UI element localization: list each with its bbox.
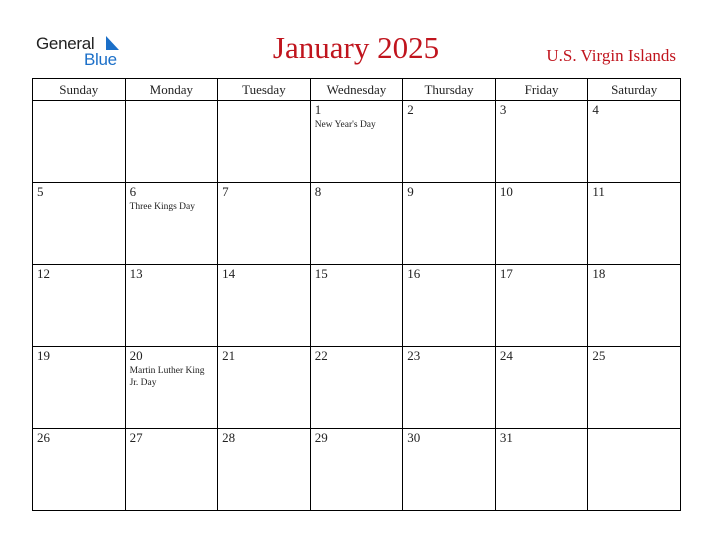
day-number: 9 [407, 184, 414, 199]
day-number: 1 [314, 102, 322, 117]
day-cell [33, 183, 126, 265]
day-number: 26 [37, 430, 50, 445]
day-cell [125, 429, 218, 511]
weekday-header: Wednesday [310, 79, 403, 101]
day-cell [125, 265, 218, 347]
holiday-label: New Year's Day [314, 120, 376, 130]
day-cell [403, 347, 496, 429]
day-number: 16 [407, 266, 421, 281]
day-cell [495, 347, 588, 429]
weekday-header: Thursday [403, 79, 496, 101]
day-cell [310, 183, 403, 265]
day-cell [33, 347, 126, 429]
day-cell [218, 429, 311, 511]
day-number: 19 [37, 348, 50, 363]
day-number: 21 [222, 348, 236, 363]
day-cell [310, 101, 403, 183]
day-cell [588, 101, 681, 183]
day-number: 22 [314, 348, 328, 363]
day-number: 20 [129, 348, 143, 363]
weekday-header: Sunday [33, 79, 126, 101]
day-cell [218, 347, 311, 429]
day-cell [125, 347, 218, 429]
week-row [33, 101, 681, 183]
day-number: 28 [222, 430, 236, 445]
day-number: 29 [314, 430, 328, 445]
logo-blue-text: Blue [84, 50, 117, 69]
day-number: 12 [37, 266, 50, 281]
day-number: 18 [592, 266, 606, 281]
day-number: 10 [499, 184, 513, 199]
week-row [33, 265, 681, 347]
day-cell [33, 429, 126, 511]
day-cell [588, 183, 681, 265]
day-number: 2 [407, 102, 414, 117]
day-number: 25 [592, 348, 606, 363]
day-number: 17 [499, 266, 513, 281]
day-cell [218, 101, 311, 183]
day-number: 27 [129, 430, 143, 445]
week-row [33, 429, 681, 511]
weekday-header: Friday [495, 79, 588, 101]
day-number: 8 [314, 184, 322, 199]
weekday-header: Tuesday [218, 79, 311, 101]
day-cell [33, 265, 126, 347]
region-label: U.S. Virgin Islands [546, 46, 676, 65]
day-number: 30 [407, 430, 421, 445]
day-number: 6 [129, 184, 137, 199]
day-cell [310, 347, 403, 429]
day-cell [310, 265, 403, 347]
day-cell [403, 183, 496, 265]
day-cell [218, 183, 311, 265]
day-cell [588, 347, 681, 429]
calendar-grid [32, 78, 681, 511]
weekday-header-row [33, 79, 681, 101]
day-number: 24 [499, 348, 513, 363]
day-number: 14 [222, 266, 236, 281]
day-cell [403, 429, 496, 511]
day-cell [495, 183, 588, 265]
day-cell [495, 429, 588, 511]
holiday-label: Martin Luther King Jr. Day [129, 366, 205, 388]
day-number: 11 [592, 184, 605, 199]
day-cell [403, 101, 496, 183]
day-cell [588, 265, 681, 347]
day-cell [310, 429, 403, 511]
day-cell [33, 101, 126, 183]
day-cell [403, 265, 496, 347]
day-number: 31 [499, 430, 513, 445]
day-number: 15 [314, 266, 328, 281]
week-row [33, 347, 681, 429]
day-number: 7 [222, 184, 229, 199]
page-title: January 2025 [272, 30, 440, 65]
day-number: 3 [499, 102, 507, 117]
weekday-header: Saturday [588, 79, 681, 101]
day-cell [125, 101, 218, 183]
day-number: 4 [592, 102, 599, 117]
day-cell [495, 101, 588, 183]
day-number: 13 [129, 266, 143, 281]
day-number: 5 [37, 184, 44, 199]
day-cell [218, 265, 311, 347]
day-number: 23 [407, 348, 421, 363]
week-row [33, 183, 681, 265]
logo-general-text: General [36, 34, 95, 53]
weekday-header: Monday [125, 79, 218, 101]
calendar-body [33, 101, 681, 511]
holiday-label: Three Kings Day [129, 202, 195, 212]
day-cell [125, 183, 218, 265]
day-cell [588, 429, 681, 511]
day-cell [495, 265, 588, 347]
